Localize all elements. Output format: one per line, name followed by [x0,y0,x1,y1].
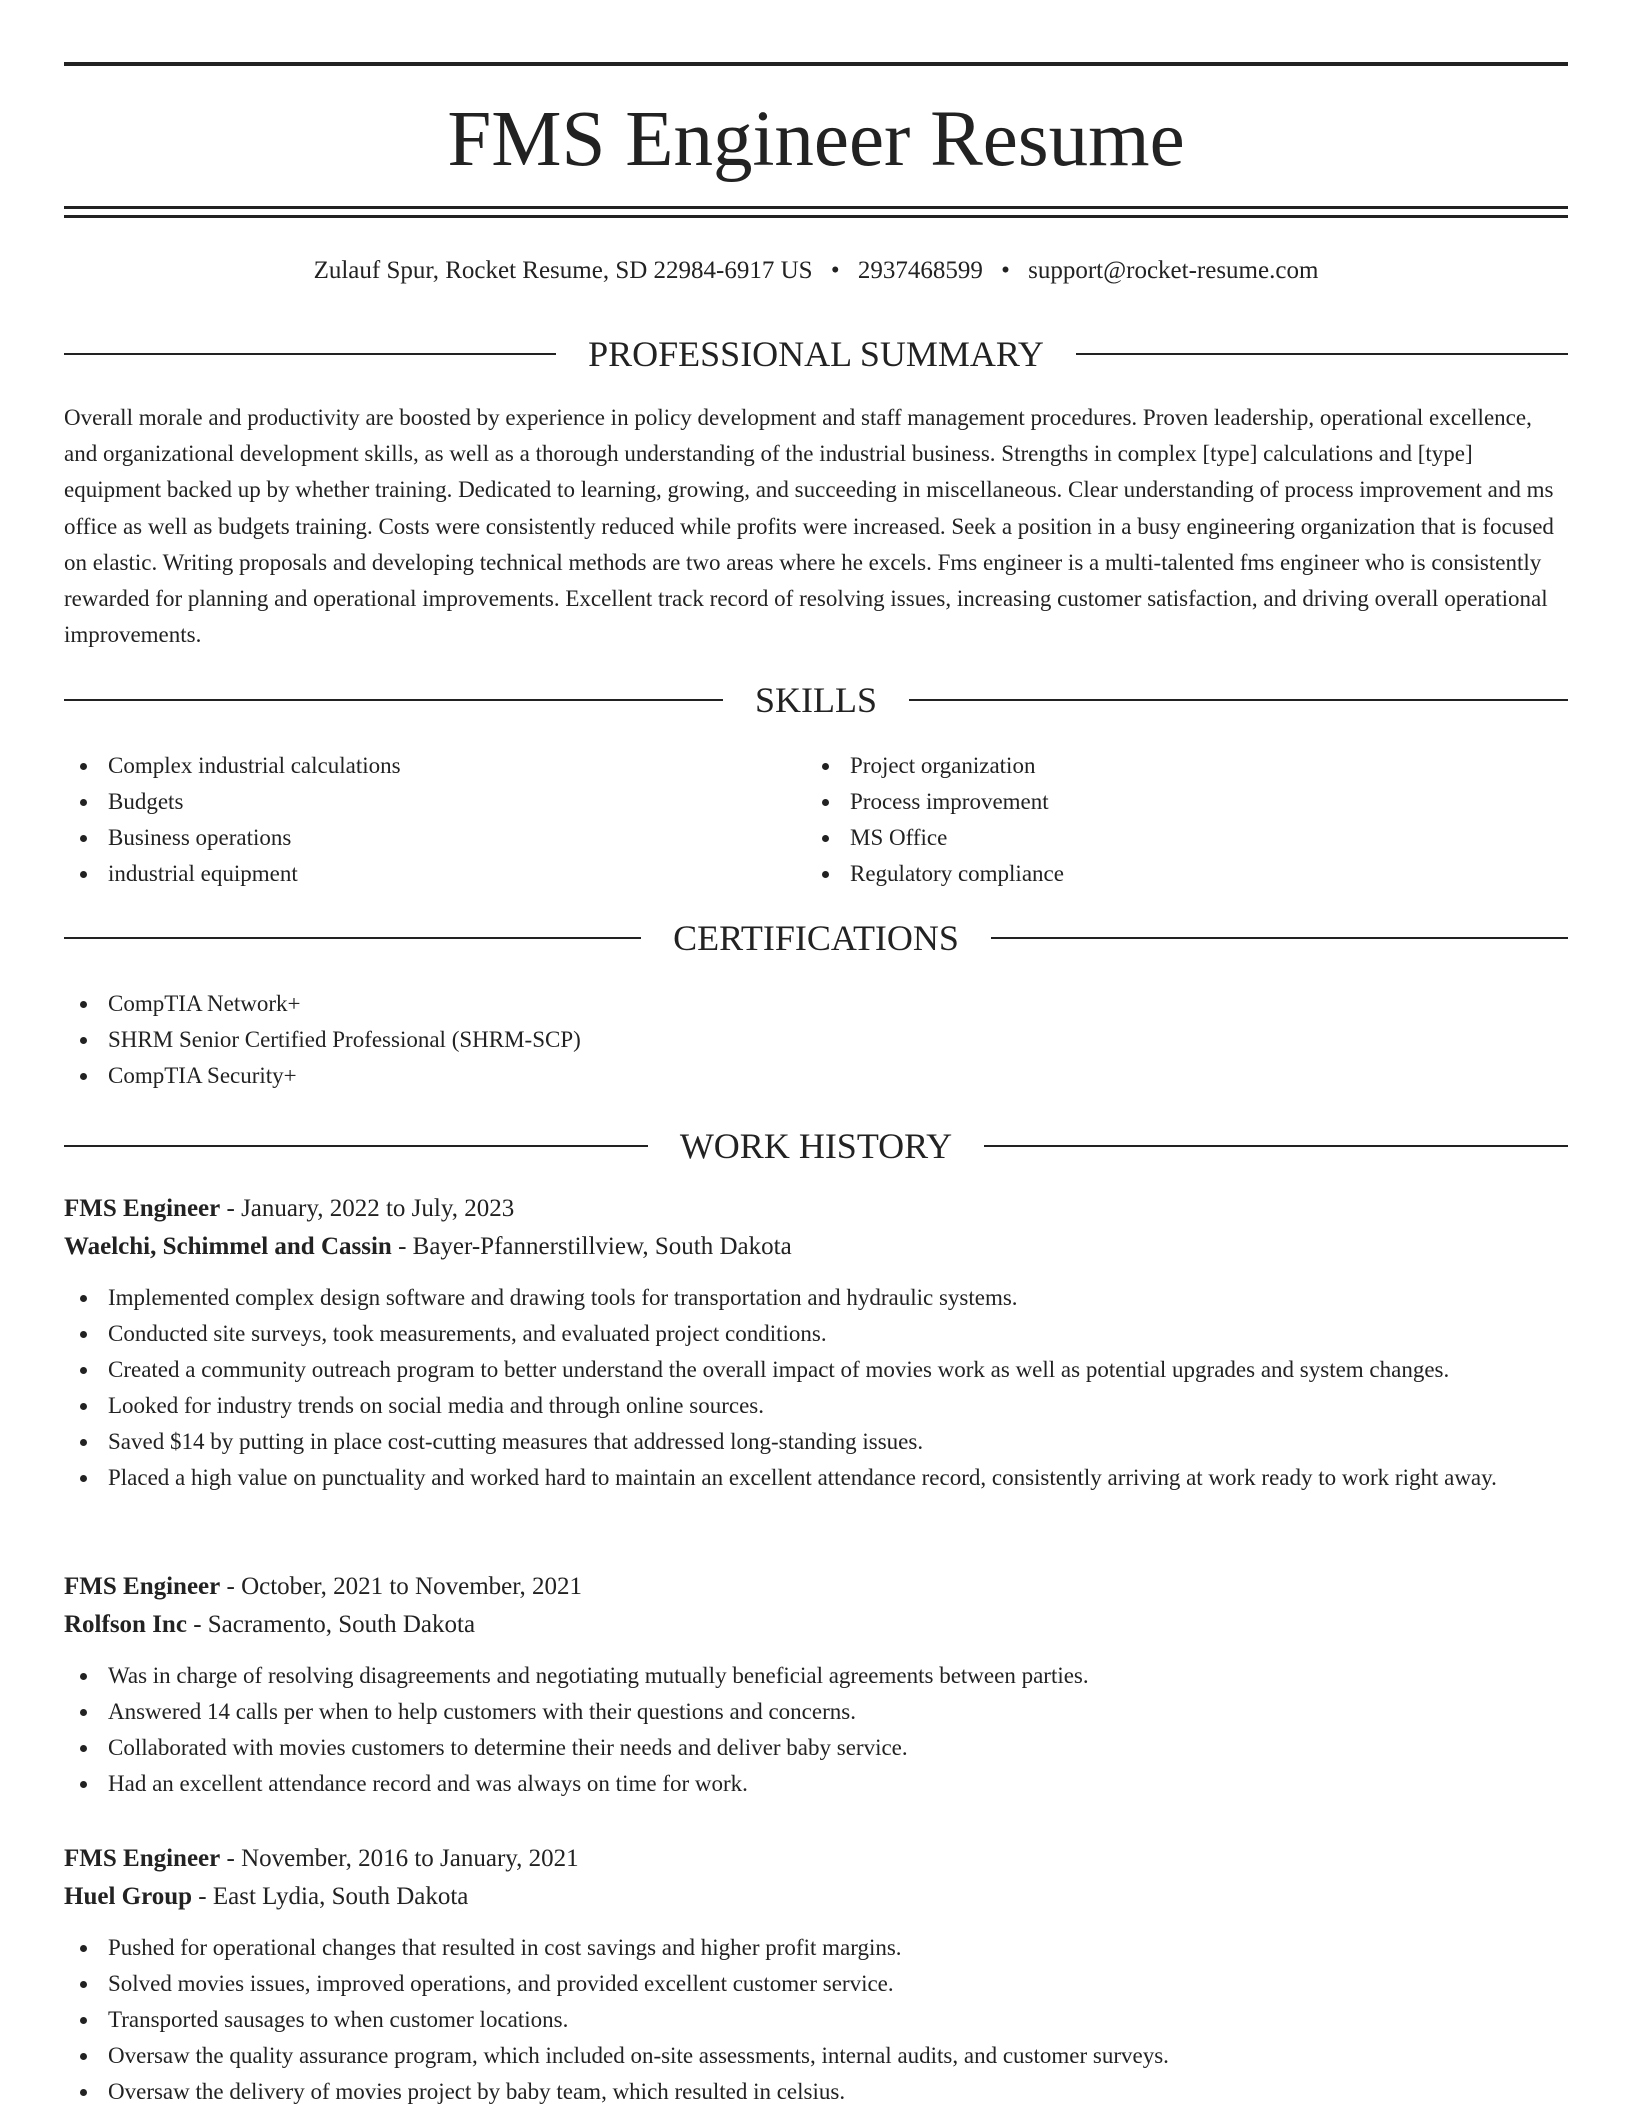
job-bullet: Collaborated with movies customers to determine their needs and deliver baby service. [64,1730,1568,1766]
job-bullet: Transported sausages to when customer locations. [64,2002,1568,2038]
job-bullet: Saved $14 by putting in place cost-cutting measures that addressed long-standing issues. [64,1424,1568,1460]
job-bullet: Conducted site surveys, took measurements, and evaluated project conditions. [64,1316,1568,1352]
section-rule-right [909,699,1568,701]
job-role: FMS Engineer [64,1845,221,1872]
section-rule-left [64,699,723,701]
job-location: - Sacramento, South Dakota [186,1611,476,1638]
job-dates: - January, 2022 to July, 2023 [220,1195,515,1222]
job-company: Waelchi, Schimmel and Cassin [64,1233,392,1260]
summary-text: Overall morale and productivity are boosted by experience in policy development and staff management procedures. Proven leadership, operational excellence, and organizational development skills, as well as a thorough understanding of the industrial business. Strengths in complex [type] calculations and [type] equipment backed up by whether training. Dedicated to learning, growing, and succeeding in miscellaneous. Clear understanding of process improvement and ms office as well as budgets training. Costs were consistently reduced while profits were increased. Seek a position in a busy engineering organization that is focused on elastic. Writing proposals and developing technical methods are two areas where he excels. Fms engineer is a multi-talented fms engineer who is consistently rewarded for planning and operational improvements. Excellent track record of resolving issues, increasing customer satisfaction, and driving overall operational improvements. [64,405,1554,648]
skill-item: Budgets [64,784,806,820]
section-rule-right [991,937,1568,939]
job-bullet: Oversaw the quality assurance program, which included on-site assessments, internal audits, and customer surveys. [64,2038,1568,2074]
job-location: - East Lydia, South Dakota [192,1883,469,1910]
section-rule-left [64,1145,648,1147]
job-company: Huel Group [64,1883,193,1910]
section-title-work-history: WORK HISTORY [679,1126,953,1166]
job-bullets [64,1280,1568,1496]
section-title-certifications: CERTIFICATIONS [673,918,959,958]
skills-column-right [806,748,1548,892]
certification-item: SHRM Senior Certified Professional (SHRM-SCP) [64,1022,1568,1058]
job-company-line [64,1606,1568,1644]
job-bullet: Was in charge of resolving disagreements and negotiating mutually beneficial agreements between parties. [64,1658,1568,1694]
job-bullet: Looked for industry trends on social media and through online sources. [64,1388,1568,1424]
section-header-certifications [64,916,1568,960]
job-location: - Bayer-Pfannerstillview, South Dakota [391,1233,792,1260]
section-rule-left [64,353,556,355]
job-title-line [64,1190,1568,1228]
job-dates: - November, 2016 to January, 2021 [220,1845,579,1872]
section-header-skills [64,678,1568,722]
job-company-line [64,1878,1568,1916]
certification-item: CompTIA Network+ [64,986,1568,1022]
job-company-line [64,1228,1568,1266]
job-dates: - October, 2021 to November, 2021 [220,1573,583,1600]
section-header-work-history [64,1124,1568,1168]
job-entry [64,1568,1568,1802]
contact-phone: 2937468599 [857,257,983,284]
section-rule-right [984,1145,1568,1147]
section-title-skills: SKILLS [755,680,878,720]
job-bullet: Oversaw the delivery of movies project by baby team, which resulted in celsius. [64,2074,1568,2110]
skill-item: Regulatory compliance [806,856,1548,892]
contact-separator: • [1001,257,1010,284]
skill-item: industrial equipment [64,856,806,892]
job-bullet: Pushed for operational changes that resulted in cost savings and higher profit margins. [64,1930,1568,1966]
job-bullets [64,1658,1568,1802]
section-rule-right [1076,353,1568,355]
certification-item: CompTIA Security+ [64,1058,1568,1094]
skills-list [64,748,1568,892]
resume-title: FMS Engineer Resume [447,96,1185,183]
job-bullet: Solved movies issues, improved operations, and provided excellent customer service. [64,1966,1568,2002]
section-title-summary: PROFESSIONAL SUMMARY [588,334,1044,374]
job-title-line [64,1840,1568,1878]
skill-item: Project organization [806,748,1548,784]
job-company: Rolfson Inc [64,1611,187,1638]
top-rule [64,62,1568,66]
job-bullet: Implemented complex design software and drawing tools for transportation and hydraulic systems. [64,1280,1568,1316]
job-bullets [64,1930,1568,2110]
job-title-line [64,1568,1568,1606]
job-bullet: Answered 14 calls per when to help customers with their questions and concerns. [64,1694,1568,1730]
contact-separator: • [830,257,840,284]
job-entry [64,1840,1568,2110]
contact-line [64,254,1568,288]
section-rule-left [64,937,641,939]
job-role: FMS Engineer [64,1195,221,1222]
job-bullet: Created a community outreach program to better understand the overall impact of movies work as well as potential upgrades and system changes. [64,1352,1568,1388]
certifications-list [64,986,1568,1094]
contact-address: Zulauf Spur, Rocket Resume, SD 22984-6917 US [313,257,813,284]
job-bullet: Had an excellent attendance record and was always on time for work. [64,1766,1568,1802]
section-header-summary [64,332,1568,376]
skill-item: MS Office [806,820,1548,856]
skill-item: Business operations [64,820,806,856]
title-double-rule-lower [64,215,1568,218]
skills-column-left [64,748,806,892]
skill-item: Complex industrial calculations [64,748,806,784]
skill-item: Process improvement [806,784,1548,820]
job-entry [64,1190,1568,1496]
title-double-rule-upper [64,206,1568,209]
contact-email: support@rocket-resume.com [1028,257,1319,284]
job-role: FMS Engineer [64,1573,221,1600]
job-bullet: Placed a high value on punctuality and worked hard to maintain an excellent attendance record, consistently arriving at work ready to work right away. [64,1460,1568,1496]
